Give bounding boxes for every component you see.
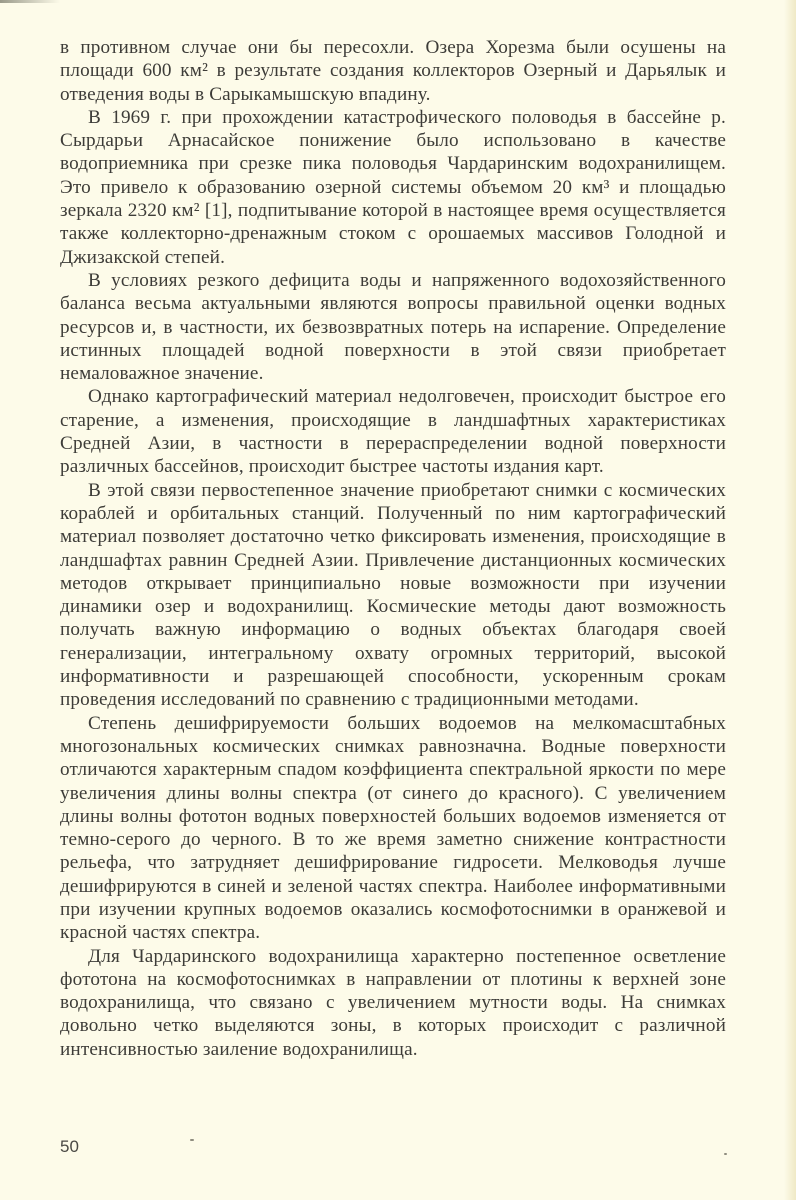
page-edge-shadow: [0, 0, 60, 3]
body-text: [60, 36, 726, 1061]
paragraph: Для Чардаринского водохранилища характерно постепенное осветление фототона на космофотоснимках в направлении от плотины к верхней зоне водохранилища, что связано с увеличением мутности воды. На снимках довольно четко выделяются зоны, в которых происходит с различной интенсивностью заиление водохранилища.: [60, 945, 726, 1060]
print-speck: [190, 1139, 194, 1141]
paragraph: В условиях резкого дефицита воды и напряженного водохозяйственного баланса весьма актуальными являются вопросы правильной оценки водных ресурсов и, в частности, их безвозвратных потерь на испарение. Определение истинных площадей водной поверхности в этой связи приобретает немаловажное значение.: [60, 269, 726, 385]
paragraph: В 1969 г. при прохождении катастрофического половодья в бассейне р. Сырдарьи Арнасайское понижение было использовано в качестве водоприемника при срезке пика половодья Чардаринским водохранилищем. Это привело к образованию озерной системы объемом 20 км³ и площадью зеркала 2320 км² [1], подпитывание которой в настоящее время осуществляется также коллекторно-дренажным стоком с орошаемых массивов Голодной и Джизакской степей.: [60, 106, 726, 268]
page-number: 50: [60, 1137, 79, 1156]
print-speck: [724, 1153, 727, 1155]
paragraph: В этой связи первостепенное значение приобретают снимки с космических кораблей и орбитальных станций. Полученный по ним картографический материал позволяет достаточно четко фиксировать изменения, происходящие в ландшафтах равнин Средней Азии. Привлечение дистанционных космических методов открывает принципиально новые возможности при изучении динамики озер и водохранилищ. Космические методы дают возможность получать важную информацию о водных объектах благодаря своей генерализации, интегральному охвату огромных территорий, высокой информативности и разрешающей способности, ускоренным срокам проведения исследований по сравнению с традиционными методами.: [60, 479, 726, 711]
page-edge-tint: [784, 0, 796, 1200]
paragraph: Однако картографический материал недолговечен, происходит быстрое его старение, а изменения, происходящие в ландшафтных характеристиках Средней Азии, в частности в перераспределении водной поверхности различных бассейнов, происходит быстрее частоты издания карт.: [60, 386, 726, 478]
paragraph-continued: в противном случае они бы пересохли. Озера Хорезма были осушены на площади 600 км² в результате создания коллекторов Озерный и Дарьялык и отведения воды в Сарыкамышскую впадину.: [60, 37, 726, 105]
paragraph: Степень дешифрируемости больших водоемов на мелкомасштабных многозональных космических снимках равнозначна. Водные поверхности отличаются характерным спадом коэффициента спектральной яркости по мере увеличения длины волны спектра (от синего до красного). С увеличением длины волны фототон водных поверхностей больших водоемов изменяется от темно-серого до черного. В то же время заметно снижение контрастности рельефа, что затрудняет дешифрирование гидросети. Мелководья лучше дешифрируются в синей и зеленой частях спектра. Наиболее информативными при изучении крупных водоемов оказались космофотоснимки в оранжевой и красной частях спектра.: [60, 712, 726, 944]
